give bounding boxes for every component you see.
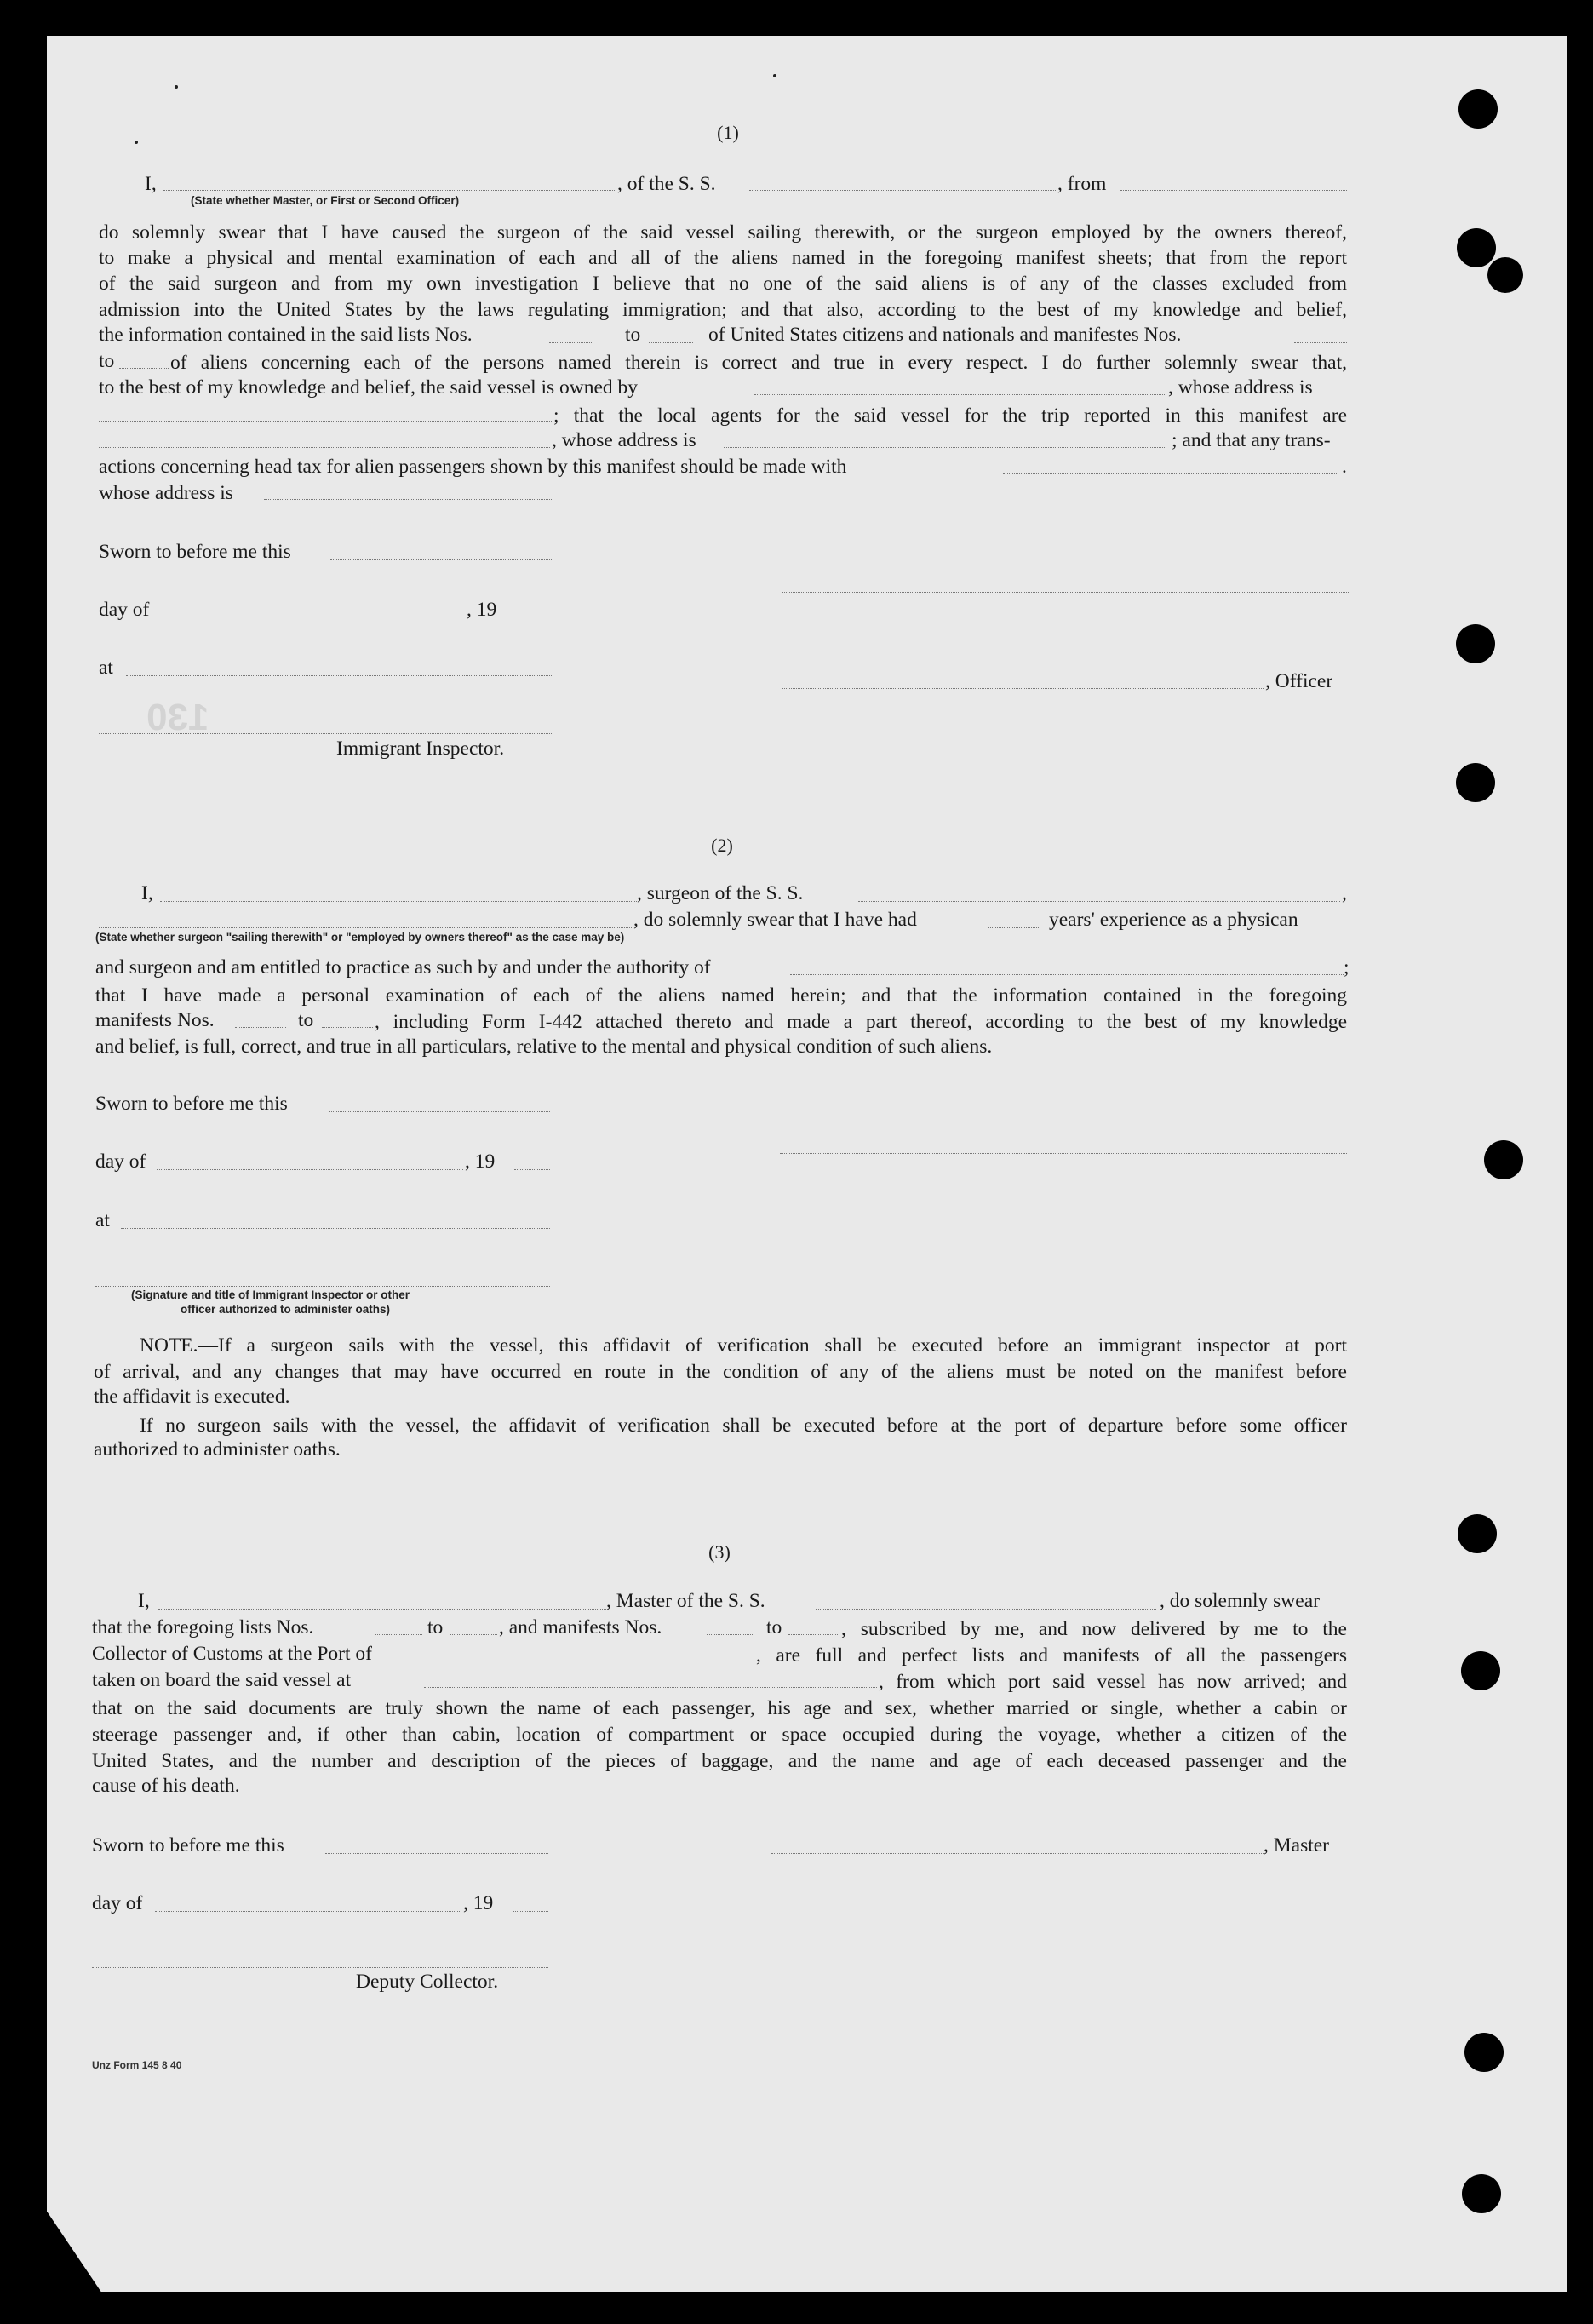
- s2-manifest-from[interactable]: [235, 1026, 286, 1028]
- s2-to: to: [298, 1009, 314, 1031]
- s1-whose-field[interactable]: [264, 498, 553, 500]
- binder-hole: [1458, 1514, 1497, 1553]
- section-2-number: (2): [711, 835, 733, 856]
- s3-manifest-to-field[interactable]: [788, 1633, 839, 1635]
- s1-faint-stamp: 130: [146, 697, 209, 738]
- note-line: NOTE.—If a surgeon sails with the vessel, this affidavit of verification shall be executed before an immigrant inspector at port: [140, 1334, 1347, 1357]
- binder-hole: [1458, 89, 1498, 129]
- note-line: of arrival, and any changes that may have occurred en route in the condition of any of the aliens must be noted on the manifest before: [94, 1361, 1347, 1383]
- form-number: Unz Form 145 8 40: [92, 2059, 182, 2071]
- s2-year-field[interactable]: [514, 1168, 550, 1170]
- s3-name-field[interactable]: [158, 1608, 606, 1610]
- s2-authority: and surgeon and am entitled to practice as such by and under the authority of: [95, 956, 711, 978]
- s1-headtax: actions concerning head tax for alien passengers shown by this manifest should be made with: [99, 456, 847, 478]
- s1-agents-addr-field[interactable]: [724, 446, 1166, 448]
- s1-inspector: Immigrant Inspector.: [336, 737, 505, 760]
- s1-to-field[interactable]: [119, 367, 169, 369]
- binder-hole: [1457, 228, 1496, 267]
- s2-surgeon: , surgeon of the S. S.: [637, 882, 804, 904]
- note-line: the affidavit is executed.: [94, 1386, 290, 1408]
- s2-day-field[interactable]: [157, 1168, 463, 1170]
- s3-day-field[interactable]: [155, 1910, 461, 1912]
- s2-years: years' experience as a physican: [1049, 909, 1298, 931]
- s3-i: I,: [138, 1590, 150, 1612]
- s1-trans: ; and that any trans-: [1172, 429, 1331, 451]
- s1-dayof: day of: [99, 599, 150, 621]
- s3-lists: that the foregoing lists Nos.: [92, 1616, 314, 1638]
- s2-sig-note-2: officer authorized to administer oaths): [181, 1303, 391, 1316]
- s1-inspector-line[interactable]: [99, 732, 553, 734]
- binder-hole: [1456, 624, 1495, 663]
- s2-signature-line[interactable]: [780, 1152, 1347, 1154]
- s1-owner-field[interactable]: [754, 393, 1165, 395]
- s1-lists-to-field[interactable]: [649, 341, 693, 343]
- s3-manifest-from[interactable]: [707, 1633, 754, 1635]
- s1-from: , from: [1057, 173, 1107, 195]
- s3-para-line: steerage passenger and, if other than cabin, location of compartment or space occupied during the voyage, whether a citizen of the: [92, 1724, 1347, 1746]
- s1-period: .: [1342, 456, 1347, 478]
- s2-manifest-to[interactable]: [322, 1026, 373, 1028]
- s3-manifests: , and manifests Nos.: [499, 1616, 662, 1638]
- s2-name-field-2[interactable]: [99, 927, 633, 928]
- s3-lists-to: to: [427, 1616, 444, 1638]
- s2-swear: , do solemnly swear that I have had: [633, 909, 917, 931]
- s1-sworn: Sworn to before me this: [99, 541, 291, 563]
- binder-hole: [1462, 2174, 1501, 2213]
- s1-from-field[interactable]: [1120, 189, 1347, 191]
- s3-arrived: , from which port said vessel has now arrived; and: [879, 1671, 1347, 1693]
- s2-dayof: day of: [95, 1151, 146, 1173]
- s3-deputy: Deputy Collector.: [356, 1971, 499, 1993]
- s1-agents-addr: , whose address is: [552, 429, 696, 451]
- s2-including: , including Form I-442 attached thereto and made a part thereof, according to the best of my knowledge: [375, 1011, 1347, 1033]
- binder-hole: [1456, 763, 1495, 802]
- s1-day-field[interactable]: [158, 616, 465, 617]
- s2-manifests: manifests Nos.: [95, 1009, 215, 1031]
- s3-master-label: , Master: [1264, 1834, 1330, 1856]
- section-1-number: (1): [717, 122, 739, 143]
- s2-semicolon: ;: [1344, 956, 1349, 978]
- s2-years-field[interactable]: [988, 927, 1040, 928]
- s2-vessel-field[interactable]: [858, 900, 1340, 902]
- s2-sworn-field[interactable]: [329, 1110, 550, 1112]
- s1-para-line: of the said surgeon and from my own investigation I believe that no one of the said aliens is of any of the classes excluded from: [99, 273, 1347, 295]
- s2-19: , 19: [465, 1151, 496, 1173]
- s1-lists-c: of United States citizens and nationals and manifestes Nos.: [708, 324, 1182, 346]
- s3-taken: taken on board the said vessel at: [92, 1669, 352, 1691]
- s1-officer-line[interactable]: [782, 687, 1264, 689]
- s1-at: at: [99, 657, 113, 679]
- s3-lists-from[interactable]: [375, 1633, 422, 1635]
- s1-signature-line[interactable]: [782, 591, 1349, 593]
- s1-lists-a: the information contained in the said lists Nos.: [99, 324, 473, 346]
- s2-inspector-line[interactable]: [95, 1285, 550, 1287]
- s2-at: at: [95, 1209, 110, 1231]
- note-line: If no surgeon sails with the vessel, the affidavit of verification shall be executed before at the port of departure before some officer: [140, 1414, 1347, 1437]
- s2-name-field[interactable]: [160, 900, 637, 902]
- s1-vessel-field[interactable]: [749, 189, 1056, 191]
- s3-19: , 19: [463, 1892, 494, 1914]
- s2-at-field[interactable]: [121, 1227, 550, 1229]
- s3-vessel-field[interactable]: [816, 1608, 1156, 1610]
- s3-sworn-field[interactable]: [325, 1852, 548, 1854]
- s1-at-field[interactable]: [126, 674, 553, 676]
- s3-master: , Master of the S. S.: [606, 1590, 765, 1612]
- s1-agents-field[interactable]: [99, 446, 550, 448]
- s2-belief: and belief, is full, correct, and true in all particulars, relative to the mental and physical condition of such aliens.: [95, 1036, 993, 1058]
- s3-collector: Collector of Customs at the Port of: [92, 1643, 372, 1665]
- s2-authority-field[interactable]: [790, 973, 1344, 975]
- s3-full: , are full and perfect lists and manifests of all the passengers: [756, 1644, 1347, 1667]
- s2-i: I,: [141, 882, 153, 904]
- s1-i: I,: [145, 173, 157, 195]
- s3-port-at-field[interactable]: [424, 1686, 877, 1688]
- s1-headtax-field[interactable]: [1003, 473, 1338, 474]
- binder-hole: [1464, 2033, 1504, 2072]
- s1-owner-addr: , whose address is: [1168, 376, 1313, 399]
- s1-lists-to: to: [625, 324, 641, 346]
- s3-manifest-to: to: [766, 1616, 782, 1638]
- s1-officer-note: (State whether Master, or First or Second Officer): [191, 194, 460, 207]
- s3-deputy-line[interactable]: [92, 1966, 548, 1968]
- section-3-number: (3): [708, 1541, 731, 1563]
- s1-aliens: of aliens concerning each of the persons named therein is correct and true in every respect. I do further solemnly swear that,: [170, 352, 1347, 374]
- s1-lists-from[interactable]: [549, 341, 593, 343]
- s3-lists-to-field[interactable]: [450, 1633, 497, 1635]
- s1-of-ss: , of the S. S.: [617, 173, 716, 195]
- s3-sworn: Sworn to before me this: [92, 1834, 284, 1856]
- s2-sig-note-1: (Signature and title of Immigrant Inspector or other: [131, 1288, 410, 1301]
- binder-hole: [1461, 1651, 1500, 1690]
- s1-to: to: [99, 350, 115, 372]
- s1-name-field[interactable]: [163, 189, 615, 191]
- s1-agents: ; that the local agents for the said vessel for the trip reported in this manifest are: [553, 405, 1347, 427]
- s3-port-field[interactable]: [438, 1660, 754, 1661]
- note-line: authorized to administer oaths.: [94, 1438, 341, 1460]
- s3-master-line[interactable]: [771, 1852, 1264, 1854]
- s3-para-line: that on the said documents are truly shown the name of each passenger, his age and sex, whether married or single, whether a cabin or: [92, 1697, 1347, 1719]
- s3-para-line: United States, and the number and description of the pieces of baggage, and the name and age of each deceased passenger and the: [92, 1750, 1347, 1772]
- s3-swear: , do solemnly swear: [1160, 1590, 1320, 1612]
- s2-surgeon-note: (State whether surgeon "sailing therewith" or "employed by owners thereof" as the case may be): [95, 931, 625, 944]
- s1-para-line: admission into the United States by the laws regulating immigration; and that also, according to the best of my knowledge and belief,: [99, 299, 1347, 321]
- s1-whose: whose address is: [99, 482, 233, 504]
- s1-manifest-field[interactable]: [1294, 341, 1347, 343]
- s1-19: , 19: [467, 599, 497, 621]
- s3-dayof: day of: [92, 1892, 143, 1914]
- s2-examination: that I have made a personal examination of each of the aliens named herein; and that the information contained in the foregoing: [95, 984, 1347, 1007]
- s1-sworn-field[interactable]: [330, 559, 553, 560]
- s1-para-line: do solemnly swear that I have caused the surgeon of the said vessel sailing therewith, or the surgeon employed by the owners thereof,: [99, 221, 1347, 244]
- binder-hole: [1484, 1140, 1523, 1179]
- s1-para-line: to make a physical and mental examination of each and all of the aliens named in the foregoing manifest sheets; that from the report: [99, 247, 1347, 269]
- s1-owned: to the best of my knowledge and belief, the said vessel is owned by: [99, 376, 639, 399]
- s3-para-line: cause of his death.: [92, 1775, 240, 1797]
- binder-hole: [1487, 257, 1523, 293]
- s3-year-field[interactable]: [513, 1910, 548, 1912]
- s3-subscribed: , subscribed by me, and now delivered by me to the: [841, 1618, 1347, 1640]
- s1-owner-addr-field[interactable]: [99, 420, 552, 422]
- s1-officer: , Officer: [1265, 670, 1333, 692]
- s2-sworn: Sworn to before me this: [95, 1093, 288, 1115]
- s2-comma: ,: [1342, 882, 1347, 904]
